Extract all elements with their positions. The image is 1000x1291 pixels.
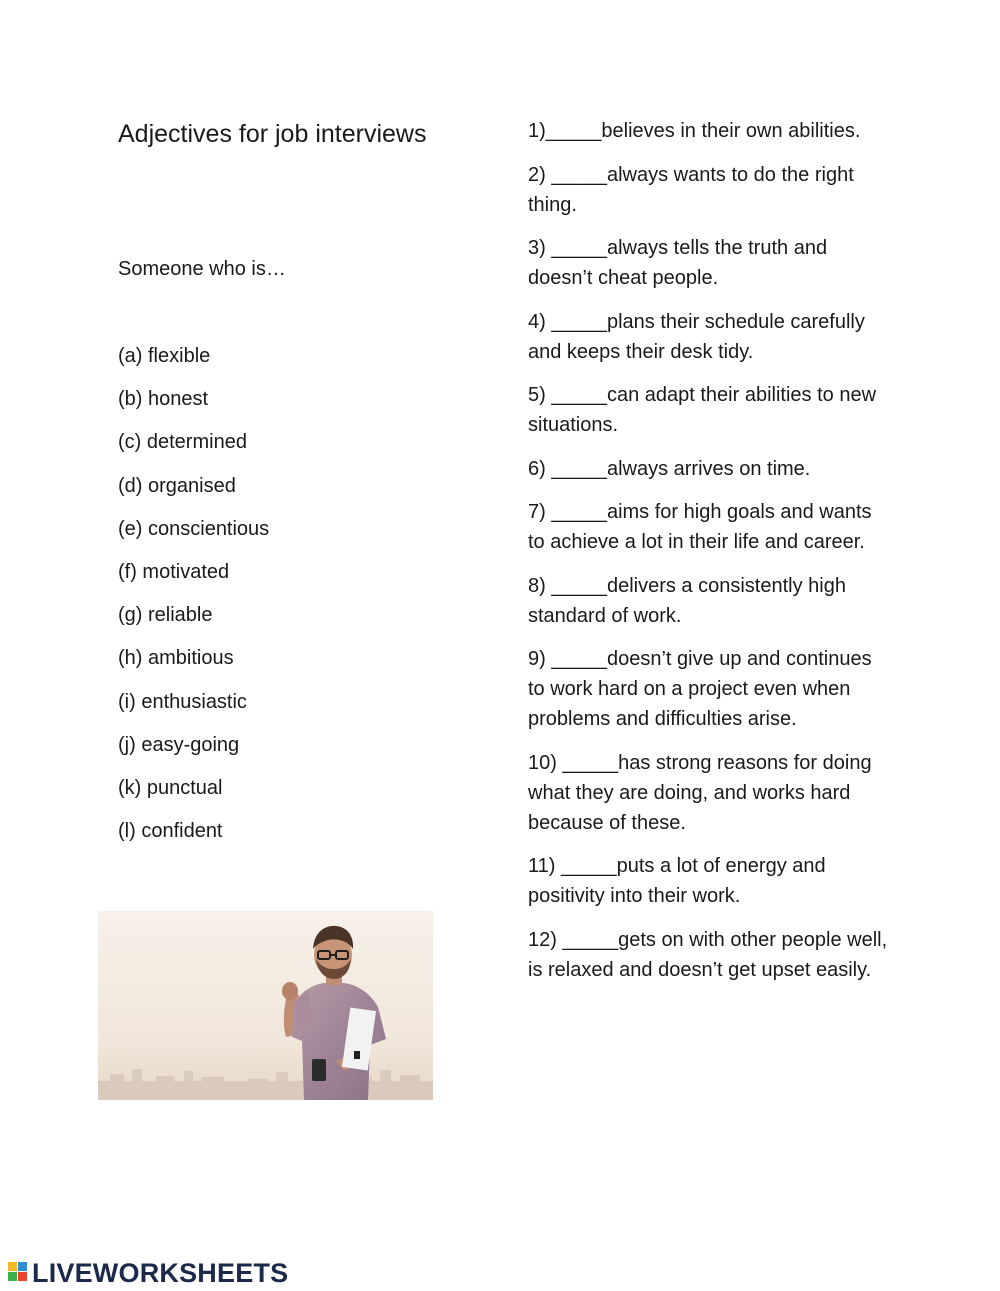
adjective-item: (i) enthusiastic (118, 690, 247, 713)
definition-item: 10) _____has strong reasons for doing what they are doing, and works hard because of these. (528, 751, 872, 834)
adjective-item: (h) ambitious (118, 647, 234, 670)
definition-item: 3) _____always tells the truth and doesn’t cheat people. (528, 237, 828, 289)
man-celebrating-photo (98, 911, 433, 1100)
definition-item: 11) _____puts a lot of energy and positivity into their work. (528, 855, 826, 907)
definition-item: 7) _____aims for high goals and wants to achieve a lot in their life and career. (528, 501, 872, 553)
page-title: Adjectives for job interviews (118, 120, 427, 148)
adjective-item: (k) punctual (118, 776, 223, 799)
logo-text: LIVEWORKSHEETS (32, 1257, 289, 1288)
definition-item: 4) _____plans their schedule carefully and keeps their desk tidy. (528, 310, 865, 363)
definition-item: 12) _____gets on with other people well, is relaxed and doesn’t get upset easily. (528, 928, 888, 981)
adjective-item: (l) confident (118, 820, 223, 843)
definition-list (528, 116, 890, 998)
adjective-item: (b) honest (118, 388, 209, 411)
adjective-item: (e) conscientious (118, 517, 270, 540)
liveworksheets-logo (8, 1258, 288, 1288)
definition-item: 8) _____delivers a consistently high standard of work. (528, 574, 846, 627)
definition-item: 5) _____can adapt their abilities to new situations. (528, 384, 877, 436)
adjective-item: (j) easy-going (118, 733, 240, 756)
liveworksheets-logo-icon (8, 1259, 30, 1288)
adjective-list (118, 342, 269, 860)
definition-item: 1)_____believes in their own abilities. (528, 120, 861, 142)
adjective-item: (g) reliable (118, 604, 213, 627)
adjective-item: (f) motivated (118, 560, 230, 583)
intro-text: Someone who is… (118, 258, 286, 280)
definition-item: 2) _____always wants to do the right thing. (528, 163, 854, 216)
definition-item: 9) _____doesn’t give up and continues to work hard on a project even when problems and difficulties arise. (528, 648, 872, 730)
adjective-item: (a) flexible (118, 345, 211, 367)
adjective-item: (d) organised (118, 474, 236, 497)
adjective-item: (c) determined (118, 431, 247, 454)
definition-item: 6) _____always arrives on time. (528, 457, 811, 480)
